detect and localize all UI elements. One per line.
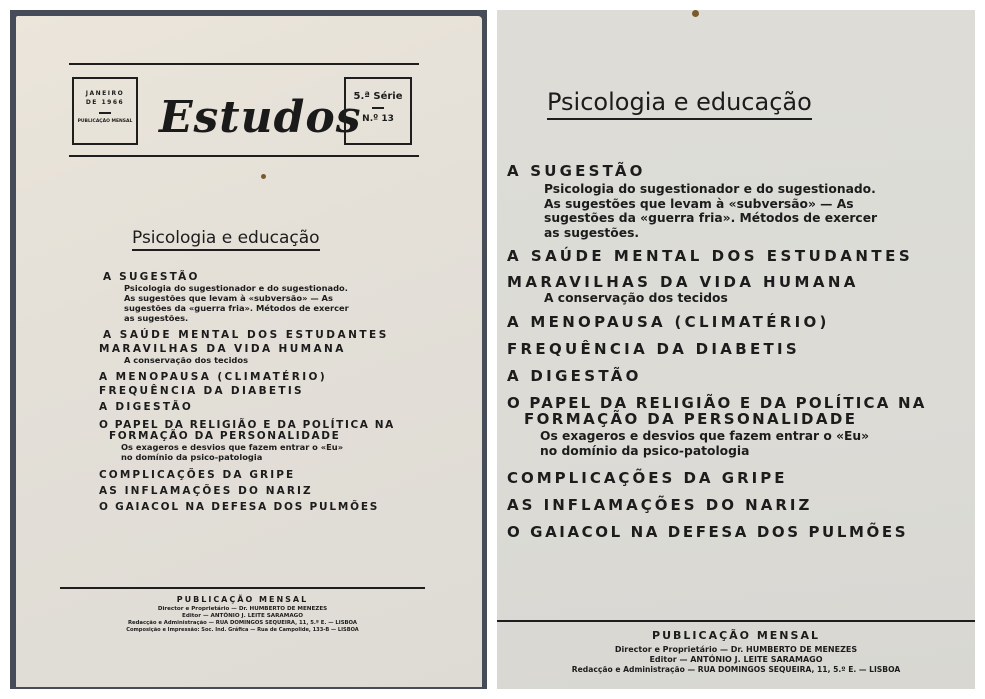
- toc-heading: A SUGESTÃO: [103, 271, 200, 283]
- toc-heading: O PAPEL DA RELIGIÃO E DA POLÍTICA NA: [99, 419, 395, 431]
- section-title: Psicologia e educação: [132, 228, 320, 251]
- date-line1: JANEIRO: [85, 90, 125, 97]
- toc-heading: FREQUÊNCIA DA DIABETIS: [507, 340, 801, 358]
- toc-heading-cont: FORMAÇÃO DA PERSONALIDADE: [109, 430, 341, 442]
- toc-heading: AS INFLAMAÇÕES DO NARIZ: [99, 485, 313, 497]
- series-box: [344, 77, 412, 145]
- left-cover-photo: [10, 10, 487, 689]
- paper-stain: [692, 10, 699, 17]
- toc-heading: A MENOPAUSA (CLIMATÉRIO): [507, 313, 830, 331]
- date-line2: DE 1966: [85, 99, 125, 106]
- paper-stain: [261, 174, 266, 179]
- toc-heading: MARAVILHAS DA VIDA HUMANA: [507, 273, 859, 291]
- toc-heading: A SAÚDE MENTAL DOS ESTUDANTES: [507, 247, 914, 265]
- editor-line: Editor — ANTÓNIO J. LEITE SARAMAGO: [649, 655, 823, 664]
- issue-number: N.º 13: [362, 114, 394, 124]
- toc-heading: A MENOPAUSA (CLIMATÉRIO): [99, 371, 328, 383]
- toc-heading: A DIGESTÃO: [99, 401, 194, 413]
- publisher-footer: [60, 595, 425, 633]
- series-label: 5.ª Série: [353, 91, 403, 102]
- toc-heading: COMPLICAÇÕES DA GRIPE: [507, 469, 788, 487]
- toc-subtext: Psicologia do sugestionador e do sugestionado. As sugestões que levam à «subversão» — As sugestões da «guerra fria». Métodos de exercer as sugestões.: [124, 283, 349, 323]
- toc-heading: A DIGESTÃO: [507, 367, 642, 385]
- toc-subtext: A conservação dos tecidos: [544, 291, 728, 305]
- date-box: [72, 77, 138, 145]
- toc-heading: COMPLICAÇÕES DA GRIPE: [99, 469, 296, 481]
- masthead-bottom-rule: [69, 155, 419, 157]
- cover-paper: [16, 16, 482, 687]
- director-line: Director e Proprietário — Dr. HUMBERTO DE MENEZES: [614, 645, 858, 654]
- section-title: Psicologia e educação: [547, 88, 812, 120]
- estudos-logo: Estudos: [159, 92, 362, 143]
- footer-rule: [60, 587, 425, 589]
- toc-heading: O PAPEL DA RELIGIÃO E DA POLÍTICA NA: [507, 394, 927, 412]
- toc-subtext: A conservação dos tecidos: [124, 355, 249, 365]
- dash: [372, 107, 384, 109]
- right-closeup-photo: [497, 10, 975, 689]
- table-of-contents: [99, 271, 409, 513]
- toc-subtext: Psicologia do sugestionador e do sugestionado. As sugestões que levam à «subversão» — As sugestões da «guerra fria». Métodos de exercer as sugestões.: [544, 182, 878, 240]
- dash: [99, 112, 111, 114]
- frequency-label: PUBLICAÇÃO MENSAL: [77, 119, 133, 124]
- toc-heading: A SAÚDE MENTAL DOS ESTUDANTES: [103, 329, 389, 341]
- publication-label: PUBLICAÇÃO MENSAL: [176, 595, 309, 604]
- toc-heading-cont: FORMAÇÃO DA PERSONALIDADE: [524, 410, 858, 428]
- director-line: Director e Proprietário — Dr. HUMBERTO DE MENEZES: [157, 606, 328, 612]
- toc-heading: FREQUÊNCIA DA DIABETIS: [99, 385, 304, 397]
- publication-label: PUBLICAÇÃO MENSAL: [652, 629, 820, 642]
- printer-line: Composição e Impressão: Soc. Ind. Gráfica — Rua de Campolide, 133-B — LISBOA: [126, 627, 359, 633]
- toc-subtext: Os exageros e desvios que fazem entrar o «Eu» no domínio da psico-patologia: [540, 429, 870, 458]
- footer-rule: [497, 620, 975, 622]
- editor-line: Editor — ANTÓNIO J. LEITE SARAMAGO: [182, 613, 303, 619]
- toc-heading: MARAVILHAS DA VIDA HUMANA: [99, 343, 346, 355]
- toc-heading: A SUGESTÃO: [507, 162, 646, 180]
- toc-subtext: Os exageros e desvios que fazem entrar o «Eu» no domínio da psico-patologia: [121, 442, 344, 462]
- toc-heading: O GAIACOL NA DEFESA DOS PULMÕES: [99, 501, 380, 513]
- table-of-contents: [507, 162, 967, 541]
- address-line: Redacção e Administração — RUA DOMINGOS SEQUEIRA, 11, 5.º E. — LISBOA: [127, 620, 358, 626]
- publisher-footer: [497, 629, 975, 674]
- masthead-top-rule: [69, 63, 419, 65]
- address-line: Redacção e Administração — RUA DOMINGOS SEQUEIRA, 11, 5.º E. — LISBOA: [571, 665, 901, 674]
- toc-heading: AS INFLAMAÇÕES DO NARIZ: [507, 496, 813, 514]
- toc-heading: O GAIACOL NA DEFESA DOS PULMÕES: [507, 523, 909, 541]
